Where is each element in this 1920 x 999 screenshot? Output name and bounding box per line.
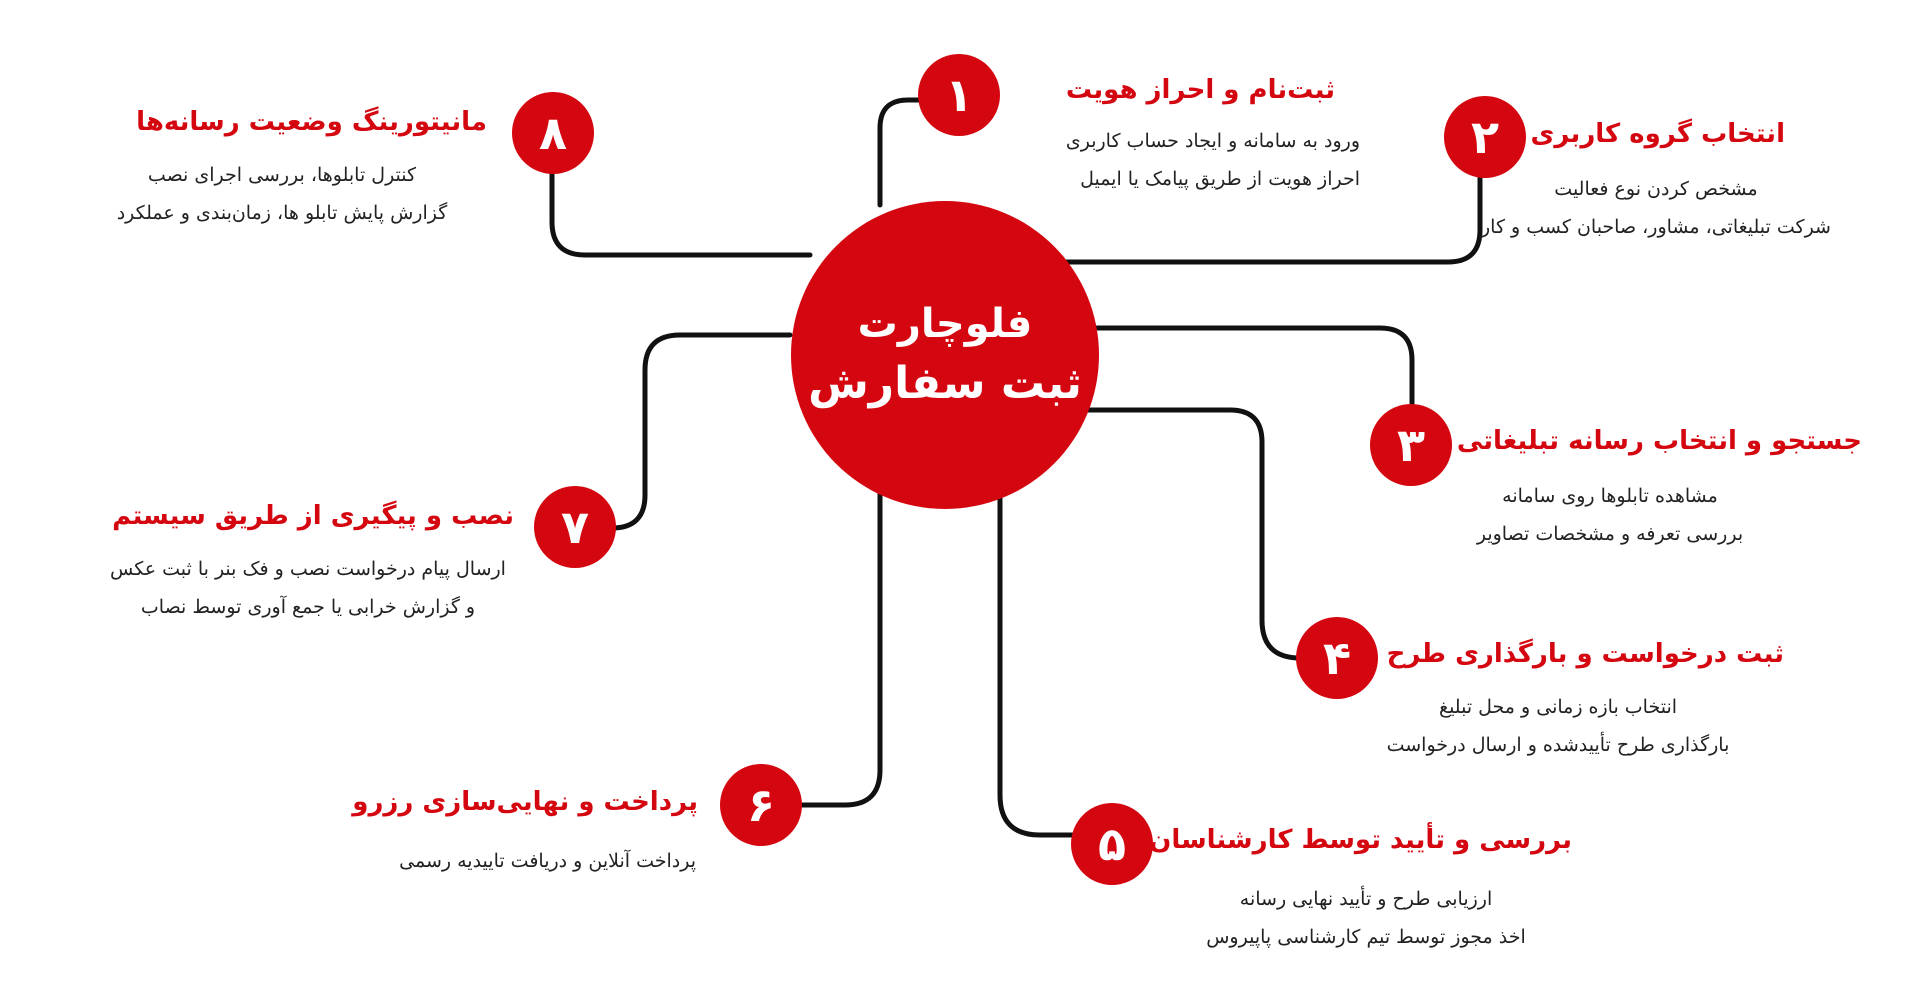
- connector-step-6: [800, 480, 880, 805]
- step-description-line: و گزارش خرابی یا جمع آوری توسط نصاب: [140, 596, 476, 618]
- step-description-line: گزارش پایش تابلو ها، زمان‌بندی و عملکرد: [116, 202, 448, 224]
- step-number-badge: ۷: [534, 486, 616, 568]
- step-description-line: شرکت تبلیغاتی، مشاور، صاحبان کسب و کار: [1481, 216, 1831, 238]
- step-description-line: پرداخت آنلاین و دریافت تاییدیه رسمی: [399, 850, 696, 872]
- step-title: جستجو و انتخاب رسانه تبلیغاتی: [1456, 426, 1862, 456]
- step-title: مانیتورینگ وضعیت رسانه‌ها: [136, 107, 487, 137]
- step-title: ثبت درخواست و بارگذاری طرح: [1386, 639, 1784, 669]
- connector-step-5: [1000, 488, 1078, 835]
- connector-step-8: [552, 170, 810, 255]
- step-number-badge: ۲: [1444, 96, 1526, 178]
- step-number-badge: ۱: [918, 54, 1000, 136]
- step-description: [1446, 170, 1866, 246]
- step-description: [82, 156, 482, 232]
- step-title: ثبت‌نام و احراز هویت: [1065, 75, 1335, 105]
- connector-step-4: [1075, 410, 1310, 658]
- center-title-line1: فلوچارت: [857, 301, 1033, 347]
- step-number-badge: ۵: [1071, 803, 1153, 885]
- step-title: انتخاب گروه کاربری: [1530, 119, 1785, 149]
- step-description-line: کنترل تابلوها، بررسی اجرای نصب: [147, 164, 417, 186]
- step-number-badge: ۸: [512, 92, 594, 174]
- center-title-line2: ثبت سفارش: [808, 358, 1082, 409]
- step-description: [1166, 880, 1566, 956]
- step-title: پرداخت و نهایی‌سازی رزرو: [352, 787, 698, 817]
- step-description: [1410, 477, 1810, 553]
- center-hub: [791, 201, 1099, 509]
- step-number-badge: ۶: [720, 764, 802, 846]
- step-description: [399, 842, 696, 880]
- step-description-line: اخذ مجوز توسط تیم کارشناسی پاپیروس: [1206, 926, 1526, 948]
- step-description-line: ورود به سامانه و ایجاد حساب کاربری: [1065, 130, 1360, 152]
- step-title: بررسی و تأیید توسط کارشناسان: [1149, 825, 1572, 855]
- step-description: [1358, 688, 1758, 764]
- step-number-badge: ۳: [1370, 404, 1452, 486]
- step-description: [88, 550, 528, 626]
- step-description: [1066, 122, 1360, 198]
- step-description-line: بررسی تعرفه و مشخصات تصاویر: [1476, 523, 1744, 545]
- step-number-badge: ۴: [1296, 617, 1378, 699]
- connector-step-7: [600, 335, 790, 528]
- connector-step-3: [1095, 328, 1412, 410]
- step-title: نصب و پیگیری از طریق سیستم: [112, 501, 514, 531]
- step-description-line: بارگذاری طرح تأییدشده و ارسال درخواست: [1386, 734, 1730, 756]
- step-description-line: ارزیابی طرح و تأیید نهایی رسانه: [1239, 888, 1493, 910]
- step-description-line: ارسال پیام درخواست نصب و فک بنر با ثبت عکس: [110, 558, 506, 580]
- step-description-line: انتخاب بازه زمانی و محل تبلیغ: [1438, 696, 1678, 718]
- step-description-line: احراز هویت از طریق پیامک یا ایمیل: [1080, 168, 1360, 190]
- step-description-line: مشخص کردن نوع فعالیت: [1554, 178, 1758, 200]
- connector-step-1: [880, 100, 925, 205]
- step-description-line: مشاهده تابلوها روی سامانه: [1502, 485, 1718, 507]
